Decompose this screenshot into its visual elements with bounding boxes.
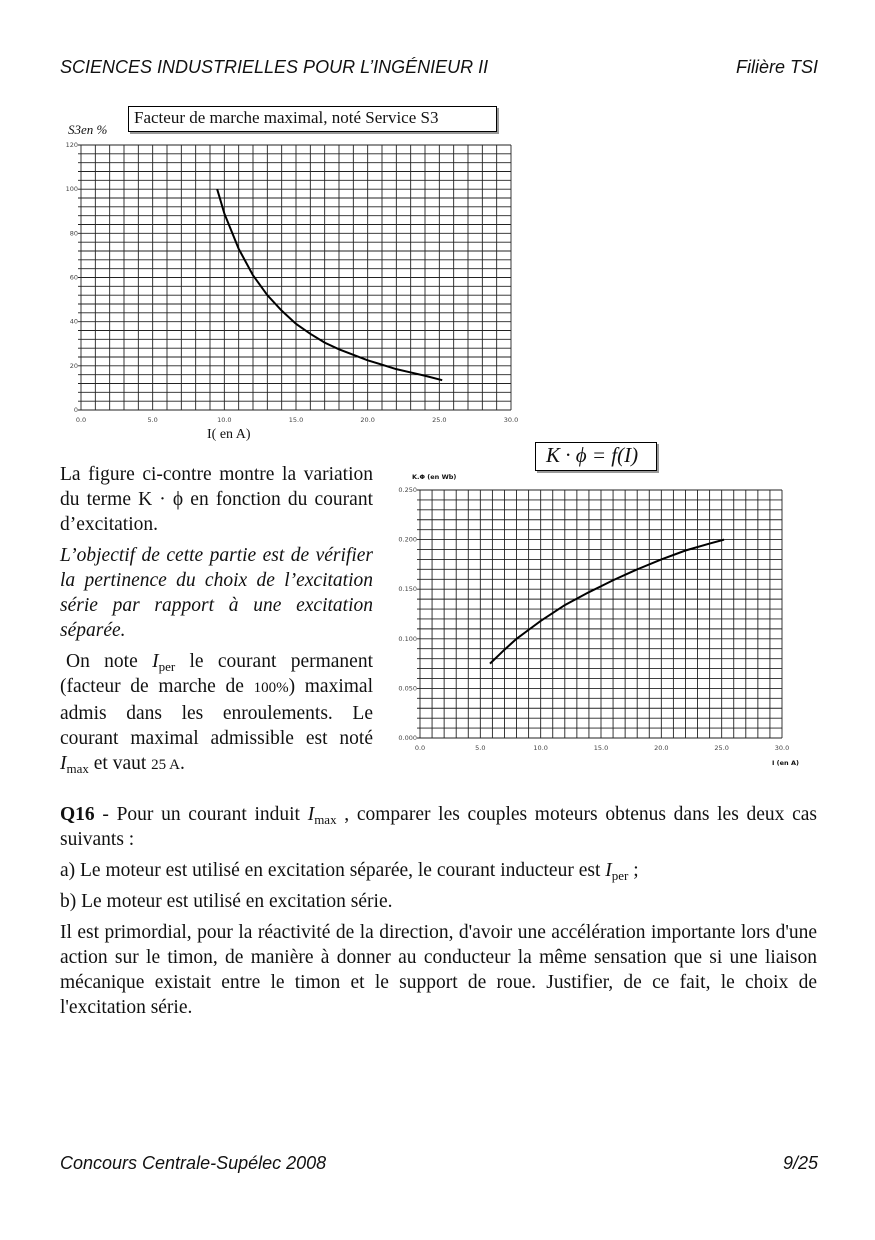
chart2-title: K · ϕ = f(I) xyxy=(535,442,657,471)
x-tick-label: 5.0 xyxy=(147,416,158,424)
x-tick-label: 30.0 xyxy=(503,416,519,424)
x-tick-label: 5.0 xyxy=(475,744,486,752)
series-curve xyxy=(217,189,442,380)
text: . xyxy=(179,753,185,774)
var-i: I xyxy=(60,753,67,774)
x-tick-label: 10.0 xyxy=(533,744,548,752)
text: , comparer les couples moteurs obtenus dans les deux cas suivants : xyxy=(60,804,817,850)
text: - Pour un courant induit xyxy=(94,804,308,825)
chart2-area xyxy=(373,462,817,802)
y-tick-label: 60 xyxy=(69,273,78,282)
footer-page-number: 9/25 xyxy=(782,1153,818,1173)
y-tick-label: 0.000 xyxy=(398,734,417,742)
y-tick-label: 0.050 xyxy=(398,684,417,693)
x-tick-label: 0.0 xyxy=(75,416,87,424)
x-tick-label: 20.0 xyxy=(654,744,669,752)
chart2-xlabel: I (en A) xyxy=(772,759,799,767)
x-tick-label: 25.0 xyxy=(432,416,447,424)
x-tick-label: 30.0 xyxy=(774,744,790,752)
left-column xyxy=(60,462,373,802)
text: ) maximal admis dans les enroulements. Le courant maximal admissible est noté xyxy=(60,676,373,749)
header-filiere: Filière TSI xyxy=(735,57,818,77)
text: le courant permanent (facteur de marche de xyxy=(60,651,373,697)
y-tick-label: 0 xyxy=(73,406,78,414)
footer-contest: Concours Centrale-Supélec 2008 xyxy=(60,1153,327,1173)
x-tick-label: 25.0 xyxy=(714,744,729,752)
body-text xyxy=(60,462,817,1026)
x-tick-label: 0.0 xyxy=(414,744,426,752)
header-title: SCIENCES INDUSTRIELLES POUR L’INGÉNIEUR II xyxy=(60,57,489,77)
chart1-ylabel: S3en % xyxy=(68,122,108,137)
question-case-b: b) Le moteur est utilisé en excitation série. xyxy=(60,891,393,912)
var-i: I xyxy=(152,651,159,672)
paragraph-objective: L’objectif de cette partie est de vérifier la pertinence du choix de l’excitation série par rapport à une excitation séparée. xyxy=(60,545,373,641)
question-q16 xyxy=(60,802,817,852)
chart1-title: Facteur de marche maximal, noté Service S3 xyxy=(128,106,497,132)
text: ; xyxy=(628,860,639,881)
x-tick-label: 10.0 xyxy=(217,416,232,424)
y-tick-label: 20 xyxy=(69,361,78,370)
paragraph-currents xyxy=(60,649,373,778)
sub: per xyxy=(611,868,629,883)
sub: max xyxy=(314,812,337,827)
text: On note xyxy=(66,651,153,672)
value: 100% xyxy=(253,680,289,696)
y-tick-label: 120 xyxy=(65,141,78,149)
x-tick-label: 15.0 xyxy=(593,744,609,752)
x-tick-label: 15.0 xyxy=(288,416,304,424)
sub: max xyxy=(66,761,89,776)
text: a) Le moteur est utilisé en excitation séparée, le courant inducteur est xyxy=(60,860,606,881)
y-tick-label: 100 xyxy=(65,185,78,194)
chart1-xlabel: I( en A) xyxy=(207,427,251,442)
x-tick-label: 20.0 xyxy=(360,416,375,424)
sub: per xyxy=(158,659,176,674)
paragraph-justify: Il est primordial, pour la réactivité de la direction, d'avoir une accélération importante lors d'une action sur le timon, de manière à donner au conducteur la même sensation que si une liaison mécanique existait entre le timon et le support de roue. Justifier, de ce fait, le choix de l'excitation série. xyxy=(60,922,817,1018)
chart2-ylabel: K.Φ (en Wb) xyxy=(412,473,457,481)
text: et vaut xyxy=(88,753,152,774)
question-case-a xyxy=(60,858,817,883)
question-label: Q16 xyxy=(60,804,95,825)
paragraph-intro: La figure ci-contre montre la variation du terme K · ϕ en fonction du courant d’excitation. xyxy=(60,464,373,535)
value: 25 A xyxy=(151,757,180,773)
y-tick-label: 80 xyxy=(69,229,78,238)
y-tick-label: 0.200 xyxy=(398,535,417,544)
y-tick-label: 0.250 xyxy=(398,486,417,494)
y-tick-label: 0.150 xyxy=(398,585,417,594)
var-i: I xyxy=(605,860,612,881)
var-i: I xyxy=(307,804,315,825)
y-tick-label: 0.100 xyxy=(398,634,417,643)
y-tick-label: 40 xyxy=(69,317,78,326)
left-column-row xyxy=(60,462,817,802)
